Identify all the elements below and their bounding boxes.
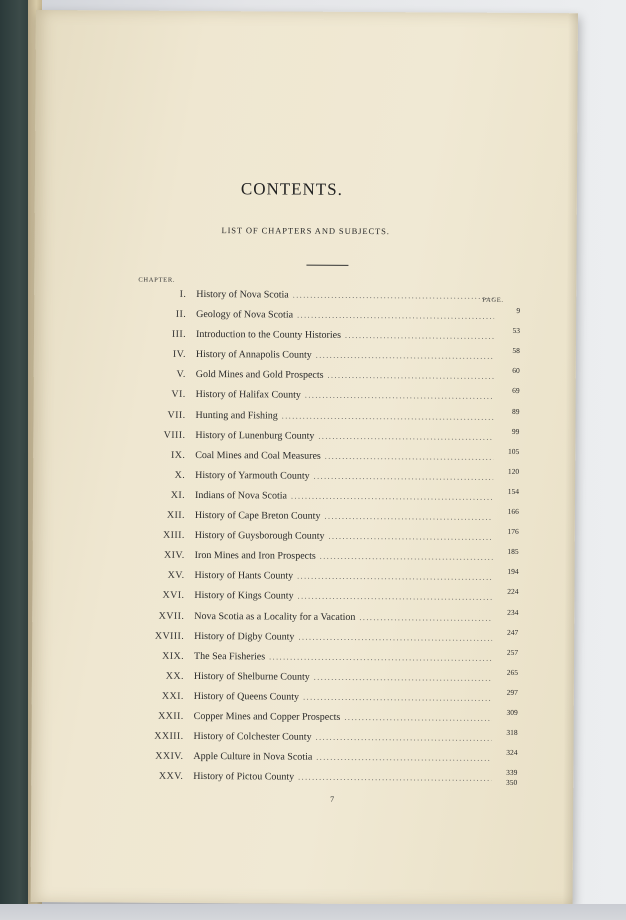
chapter-number: I. [179, 288, 187, 300]
chapter-page: 99 [511, 426, 520, 436]
chapter-number: XXIV. [155, 750, 184, 763]
chapter-page: 247 [506, 627, 519, 637]
leader-dots [316, 753, 491, 763]
chapter-page: 265 [506, 667, 518, 677]
leader-dots [328, 371, 494, 381]
chapter-number: XIX. [162, 650, 185, 662]
leader-dots [291, 492, 493, 502]
chapter-title: Nova Scotia as a Locality for a Vacation [194, 610, 356, 623]
chapter-title: History of Nova Scotia [196, 288, 289, 301]
chapter-title: Hunting and Fishing [195, 409, 278, 422]
chapter-page: 339 [506, 768, 518, 778]
leader-dots [282, 411, 494, 421]
toc-row [129, 547, 519, 572]
chapter-page: 58 [512, 346, 520, 356]
chapter-number: II. [175, 308, 187, 321]
toc-row [128, 707, 518, 733]
chapter-number: XI. [170, 489, 186, 501]
chapter-number: XIII. [163, 529, 185, 542]
chapter-page: 194 [507, 567, 519, 577]
chapter-title: History of Shelburne County [193, 670, 310, 683]
chapter-number: V. [176, 369, 186, 381]
toc-row [127, 768, 518, 793]
page-subtitle: LIST OF CHAPTERS AND SUBJECTS. [221, 225, 390, 237]
chapter-page: 318 [506, 727, 518, 738]
chapter-page: 120 [507, 466, 520, 476]
last-page-number: 350 [506, 778, 518, 788]
chapter-title: History of Queens County [193, 690, 300, 703]
chapter-title: History of Cape Breton County [194, 510, 321, 522]
chapter-title: Indians of Nova Scotia [195, 489, 288, 502]
leader-dots [297, 311, 494, 321]
chapter-title: Coal Mines and Coal Measures [195, 449, 321, 462]
leader-dots [314, 672, 492, 682]
chapter-title: History of Colchester County [193, 731, 312, 743]
chapter-page: 297 [506, 687, 518, 697]
toc-row [130, 366, 520, 391]
toc-row [130, 289, 520, 311]
leader-dots [320, 552, 493, 562]
chapter-number: VIII. [163, 429, 186, 441]
leader-dots [298, 773, 491, 783]
toc-row [130, 346, 520, 371]
chapter-title: Gold Mines and Gold Prospects [195, 369, 324, 382]
chapter-number: XII. [166, 509, 185, 521]
divider-rule [306, 265, 348, 266]
chapter-page: 234 [507, 607, 519, 617]
chapter-page: 69 [512, 386, 520, 396]
book-page [31, 10, 578, 905]
chapter-page: 53 [512, 326, 521, 336]
chapter-page: 9 [516, 306, 521, 316]
leader-dots [297, 572, 492, 582]
leader-dots [345, 331, 494, 341]
chapter-number: X. [174, 469, 186, 481]
table-of-contents [127, 289, 520, 794]
chapter-number: XXV. [158, 771, 184, 783]
page-column-label: PAGE. [482, 296, 504, 304]
chapter-number: XVI. [162, 590, 185, 602]
table-surface [0, 904, 626, 920]
chapter-title: History of Annapolis County [195, 349, 312, 361]
leader-dots [314, 472, 494, 482]
chapter-page: 176 [507, 527, 519, 537]
toc-row [129, 506, 519, 532]
toc-row [128, 647, 519, 672]
chapter-number: XIV. [164, 550, 185, 562]
chapter-title: History of Guysborough County [194, 530, 325, 542]
chapter-title: Copper Mines and Copper Prospects [193, 710, 341, 723]
chapter-title: History of Halifax County [195, 389, 301, 402]
leader-dots [318, 431, 493, 441]
leader-dots [303, 693, 492, 703]
chapter-page: 224 [507, 587, 519, 597]
chapter-title: Introduction to the County Histories [195, 329, 342, 342]
chapter-page: 60 [512, 366, 520, 376]
chapter-title: The Sea Fisheries [194, 650, 266, 663]
page-number: 7 [330, 794, 335, 804]
leader-dots [298, 592, 493, 602]
chapter-page: 185 [507, 547, 519, 557]
chapter-title: Geology of Nova Scotia [196, 309, 294, 321]
leader-dots [324, 512, 493, 522]
chapter-number: IX. [170, 449, 186, 461]
chapter-page: 105 [508, 446, 520, 456]
chapter-title: History of Hants County [194, 570, 294, 582]
chapter-number: VII. [167, 409, 186, 421]
chapter-title: Iron Mines and Iron Prospects [194, 550, 316, 562]
leader-dots [305, 391, 494, 401]
leader-dots [298, 632, 492, 642]
chapter-number: XV. [167, 570, 185, 582]
chapter-column-label: CHAPTER. [138, 276, 176, 284]
leader-dots [359, 612, 492, 622]
chapter-title: History of Digby County [194, 630, 295, 643]
chapter-number: XXIII. [154, 730, 184, 742]
chapter-page: 89 [512, 406, 520, 416]
chapter-page: 257 [506, 647, 519, 657]
toc-row [130, 326, 521, 351]
toc-row [128, 667, 518, 692]
chapter-page: 324 [506, 748, 518, 758]
toc-row [130, 386, 520, 411]
leader-dots [316, 351, 494, 361]
chapter-title: History of Lunenburg County [195, 429, 315, 442]
chapter-page: 154 [507, 486, 520, 496]
chapter-number: XXII. [158, 710, 184, 722]
chapter-number: XVIII. [154, 630, 185, 642]
leader-dots [328, 532, 492, 542]
leader-dots [269, 652, 492, 662]
page-title: CONTENTS. [240, 179, 343, 199]
leader-dots [293, 291, 495, 301]
toc-row [129, 486, 520, 512]
chapter-number: IV. [172, 349, 186, 361]
leader-dots [344, 713, 491, 723]
toc-row [128, 687, 518, 712]
chapter-title: History of Kings County [194, 590, 294, 602]
chapter-number: XXI. [161, 690, 184, 702]
chapter-number: III. [171, 329, 187, 341]
chapter-title: History of Yarmouth County [195, 469, 310, 482]
chapter-number: XVII. [158, 610, 185, 622]
chapter-page: 309 [506, 707, 518, 717]
chapter-title: Apple Culture in Nova Scotia [193, 751, 313, 763]
chapter-number: XX. [165, 670, 184, 682]
toc-row [129, 527, 519, 552]
leader-dots [316, 733, 492, 743]
chapter-page: 166 [507, 506, 519, 516]
leader-dots [325, 452, 494, 462]
chapter-title: History of Pictou County [193, 771, 295, 783]
chapter-number: VI. [171, 389, 186, 401]
